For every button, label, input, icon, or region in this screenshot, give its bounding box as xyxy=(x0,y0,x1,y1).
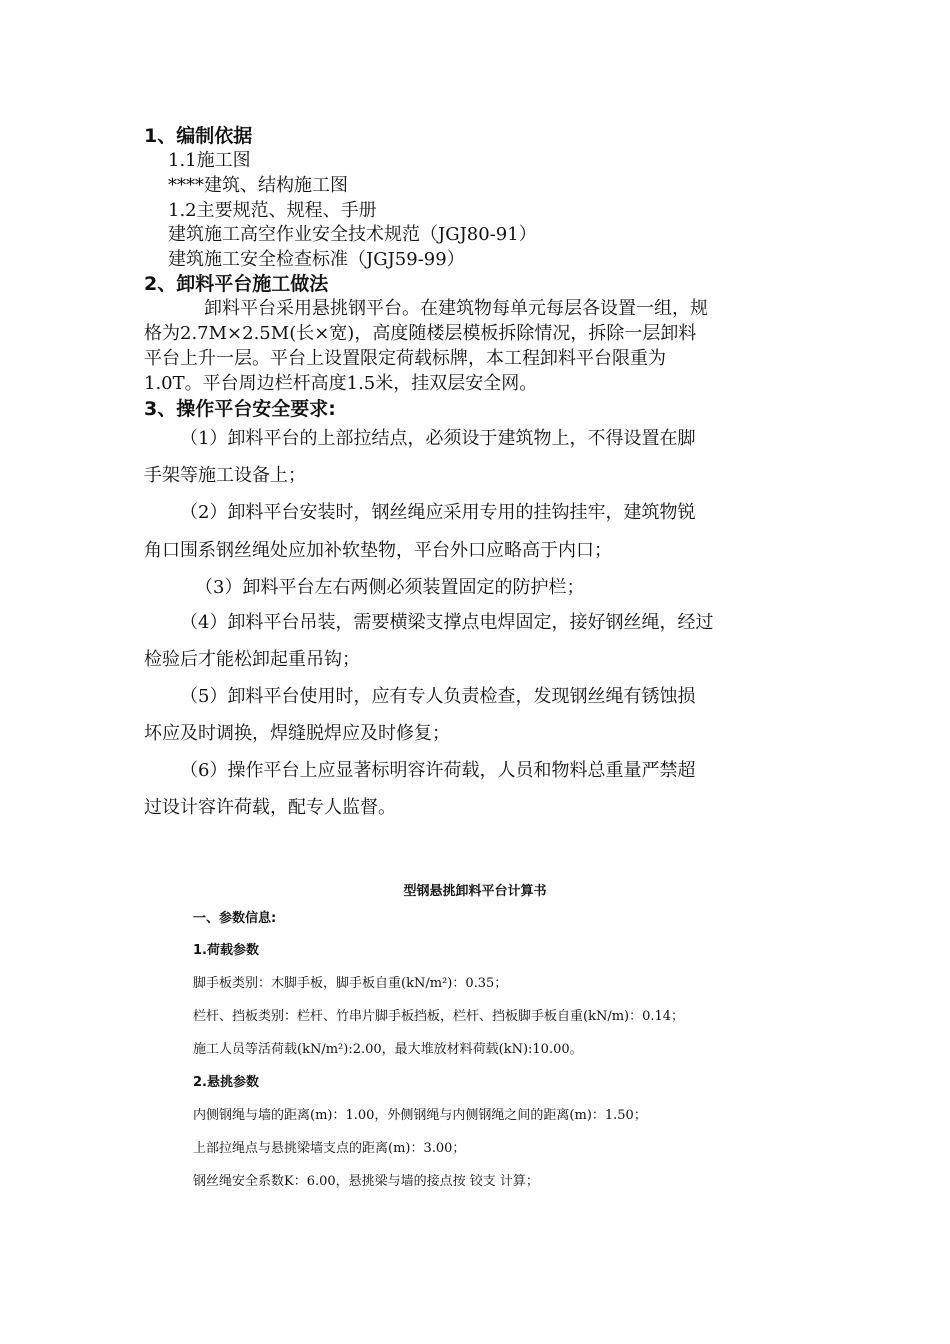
section3-line: （6）操作平台上应显著标明容许荷载，人员和物料总重量严禁超 xyxy=(180,760,696,781)
section3-line: （3）卸料平台左右两侧必须装置固定的防护栏； xyxy=(195,577,585,598)
load-param-line: 脚手板类别：木脚手板，脚手板自重(kN/m²)：0.35； xyxy=(193,976,508,991)
section2-line: 平台上升一层。平台上设置限定荷载标牌，本工程卸料平台限重为 xyxy=(144,348,666,369)
section3-line: （1）卸料平台的上部拉结点，必须设于建筑物上，不得设置在脚 xyxy=(180,428,696,449)
section3-line: 检验后才能松卸起重吊钩； xyxy=(144,649,360,670)
section1-item: 1.1施工图 xyxy=(168,150,251,171)
calc-title: 型钢悬挑卸料平台计算书 xyxy=(403,884,547,899)
section3-line: 角口围系钢丝绳处应加补软垫物，平台外口应略高于内口； xyxy=(144,540,612,561)
section1-item: 建筑施工安全检查标准（JGJ59-99） xyxy=(168,249,465,270)
section1-heading: 1、编制依据 xyxy=(144,125,253,147)
section1-item: ****建筑、结构施工图 xyxy=(168,175,348,196)
section3-line: 过设计容许荷载，配专人监督。 xyxy=(144,797,396,818)
load-params-heading: 1.荷载参数 xyxy=(193,943,259,958)
section2-line: 1.0T。平台周边栏杆高度1.5米，挂双层安全网。 xyxy=(144,373,538,394)
section2-line: 格为2.7M×2.5M(长×宽)，高度随楼层模板拆除情况，拆除一层卸料 xyxy=(144,323,697,344)
calc-section-heading: 一、参数信息: xyxy=(193,911,277,926)
section3-line: （4）卸料平台吊装，需要横梁支撑点电焊固定，接好钢丝绳，经过 xyxy=(180,612,714,633)
cantilever-params-heading: 2.悬挑参数 xyxy=(193,1075,259,1090)
section1-item: 1.2主要规范、规程、手册 xyxy=(168,200,377,221)
section3-line: 坏应及时调换，焊缝脱焊应及时修复； xyxy=(144,723,450,744)
cantilever-param-line: 内侧钢绳与墙的距离(m)：1.00，外侧钢绳与内侧钢绳之间的距离(m)：1.50； xyxy=(193,1108,647,1123)
section2-line: 卸料平台采用悬挑钢平台。在建筑物每单元每层各设置一组，规 xyxy=(204,298,708,319)
section1-item: 建筑施工高空作业安全技术规范（JGJ80-91） xyxy=(168,224,537,245)
section3-line: 手架等施工设备上； xyxy=(144,465,306,486)
load-param-line: 栏杆、挡板类别：栏杆、竹串片脚手板挡板，栏杆、挡板脚手板自重(kN/m)：0.14； xyxy=(193,1009,685,1024)
load-param-line: 施工人员等活荷载(kN/m²):2.00，最大堆放材料荷载(kN):10.00。 xyxy=(193,1042,583,1057)
cantilever-param-line: 钢丝绳安全系数K：6.00，悬挑梁与墙的接点按 铰支 计算； xyxy=(193,1174,539,1189)
section3-heading: 3、操作平台安全要求: xyxy=(144,398,336,420)
section3-line: （5）卸料平台使用时，应有专人负责检查，发现钢丝绳有锈蚀损 xyxy=(180,686,696,707)
section2-heading: 2、卸料平台施工做法 xyxy=(144,273,329,295)
section3-line: （2）卸料平台安装时，钢丝绳应采用专用的挂钩挂牢，建筑物锐 xyxy=(180,502,696,523)
cantilever-param-line: 上部拉绳点与悬挑梁墙支点的距离(m)：3.00； xyxy=(193,1141,466,1156)
